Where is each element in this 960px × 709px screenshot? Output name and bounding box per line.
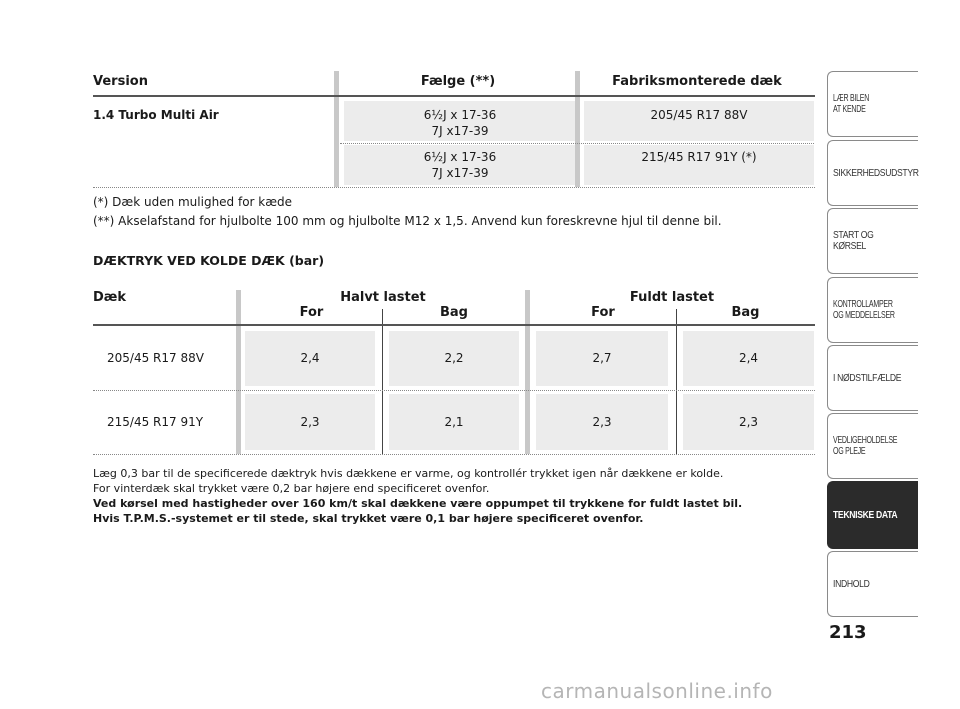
tab-label: OG MEDDELELSER	[833, 309, 895, 321]
footnote-1: (*) Dæk uden mulighed for kæde	[93, 195, 293, 209]
tab-label: I NØDSTILFÆLDE	[833, 371, 902, 384]
row2-full-rear: 2,3	[738, 415, 759, 429]
header-rule	[93, 324, 815, 326]
tab-label: SIKKERHEDSUDSTYR	[833, 166, 919, 179]
header-full-rear: Bag	[731, 305, 760, 320]
page-number: 213	[829, 622, 867, 643]
tab-label: TEKNISKE DATA	[833, 508, 898, 521]
header-tyre: Dæk	[93, 290, 127, 305]
rim-row2-line1: 6½J x 17-36	[423, 150, 497, 164]
row2-half-front: 2,3	[300, 415, 320, 429]
header-tyres: Fabriksmonterede dæk	[612, 74, 782, 89]
tab-maintenance[interactable]	[827, 413, 918, 479]
tab-label: START OG KØRSEL	[833, 229, 874, 252]
row1-half-front: 2,4	[300, 351, 320, 365]
tab-label: KONTROLLAMPER	[833, 298, 893, 310]
row2-half-rear: 2,1	[444, 415, 464, 429]
note-high-speed: Ved kørsel med hastigheder over 160 km/t skal dækkene være oppumpet til trykkene for fuldt lastet bil.	[93, 497, 743, 510]
tab-label: OG PLEJE	[833, 445, 866, 457]
row-separator	[93, 390, 815, 391]
version-value: 1.4 Turbo Multi Air	[93, 108, 219, 122]
header-half-rear: Bag	[440, 305, 468, 320]
watermark: carmanualsonline.info	[541, 679, 773, 703]
header-full-front: For	[591, 305, 615, 320]
column-divider-thin	[676, 309, 677, 454]
tab-label: INDHOLD	[833, 577, 870, 590]
row1-full-rear: 2,4	[738, 351, 759, 365]
note-tpms: Hvis T.P.M.S.-systemet er til stede, skal trykket være 0,1 bar højere specificeret ovenfor.	[93, 512, 644, 525]
tab-label: AT KENDE	[833, 103, 866, 115]
tab-label: LÆR BILEN	[833, 92, 870, 104]
tab-know-the-car[interactable]	[827, 71, 918, 137]
tab-starting-and-driving[interactable]	[827, 208, 918, 274]
row-separator	[340, 143, 814, 144]
tab-label: VEDLIGEHOLDELSE	[833, 434, 898, 446]
note-hot-tyres: Læg 0,3 bar til de specificerede dæktryk hvis dækkene er varme, og kontrollér trykket igen når dækkene er kolde.	[93, 467, 724, 480]
row2-full-front: 2,3	[592, 415, 612, 429]
row1-half-rear: 2,2	[444, 351, 464, 365]
table-bottom-rule	[93, 454, 815, 455]
tab-warning-lights[interactable]	[827, 277, 918, 343]
rim-row1-line2: 7J x17-39	[431, 124, 489, 138]
column-divider	[334, 71, 339, 187]
column-divider-thin	[382, 309, 383, 454]
tab-technical-data[interactable]	[827, 481, 918, 549]
tyre-row1: 205/45 R17 88V	[650, 108, 748, 122]
tab-emergency[interactable]	[827, 345, 918, 411]
header-rim: Fælge (**)	[420, 74, 496, 89]
table-bottom-rule	[93, 187, 815, 188]
header-rule	[93, 95, 815, 97]
pressure-title: DÆKTRYK VED KOLDE DÆK (bar)	[93, 253, 325, 268]
footnote-2: (**) Akselafstand for hjulbolte 100 mm og hjulbolte M12 x 1,5. Anvend kun foreskrevne hjul til denne bil.	[93, 214, 722, 228]
rim-row1-line1: 6½J x 17-36	[423, 108, 497, 122]
tyre-row2: 215/45 R17 91Y (*)	[641, 150, 757, 164]
header-full-loaded: Fuldt lastet	[629, 290, 715, 305]
header-version: Version	[93, 74, 148, 89]
row1-tyre: 205/45 R17 88V	[107, 351, 204, 365]
row2-tyre: 215/45 R17 91Y	[107, 415, 204, 429]
row1-full-front: 2,7	[592, 351, 612, 365]
header-half-loaded: Halvt lastet	[340, 290, 426, 305]
rim-row2-line2: 7J x17-39	[431, 166, 489, 180]
header-half-front: For	[299, 305, 324, 320]
tab-safety[interactable]	[827, 140, 918, 206]
note-winter-tyres: For vinterdæk skal trykket være 0,2 bar højere end specificeret ovenfor.	[93, 482, 490, 495]
tab-contents[interactable]	[827, 551, 918, 617]
